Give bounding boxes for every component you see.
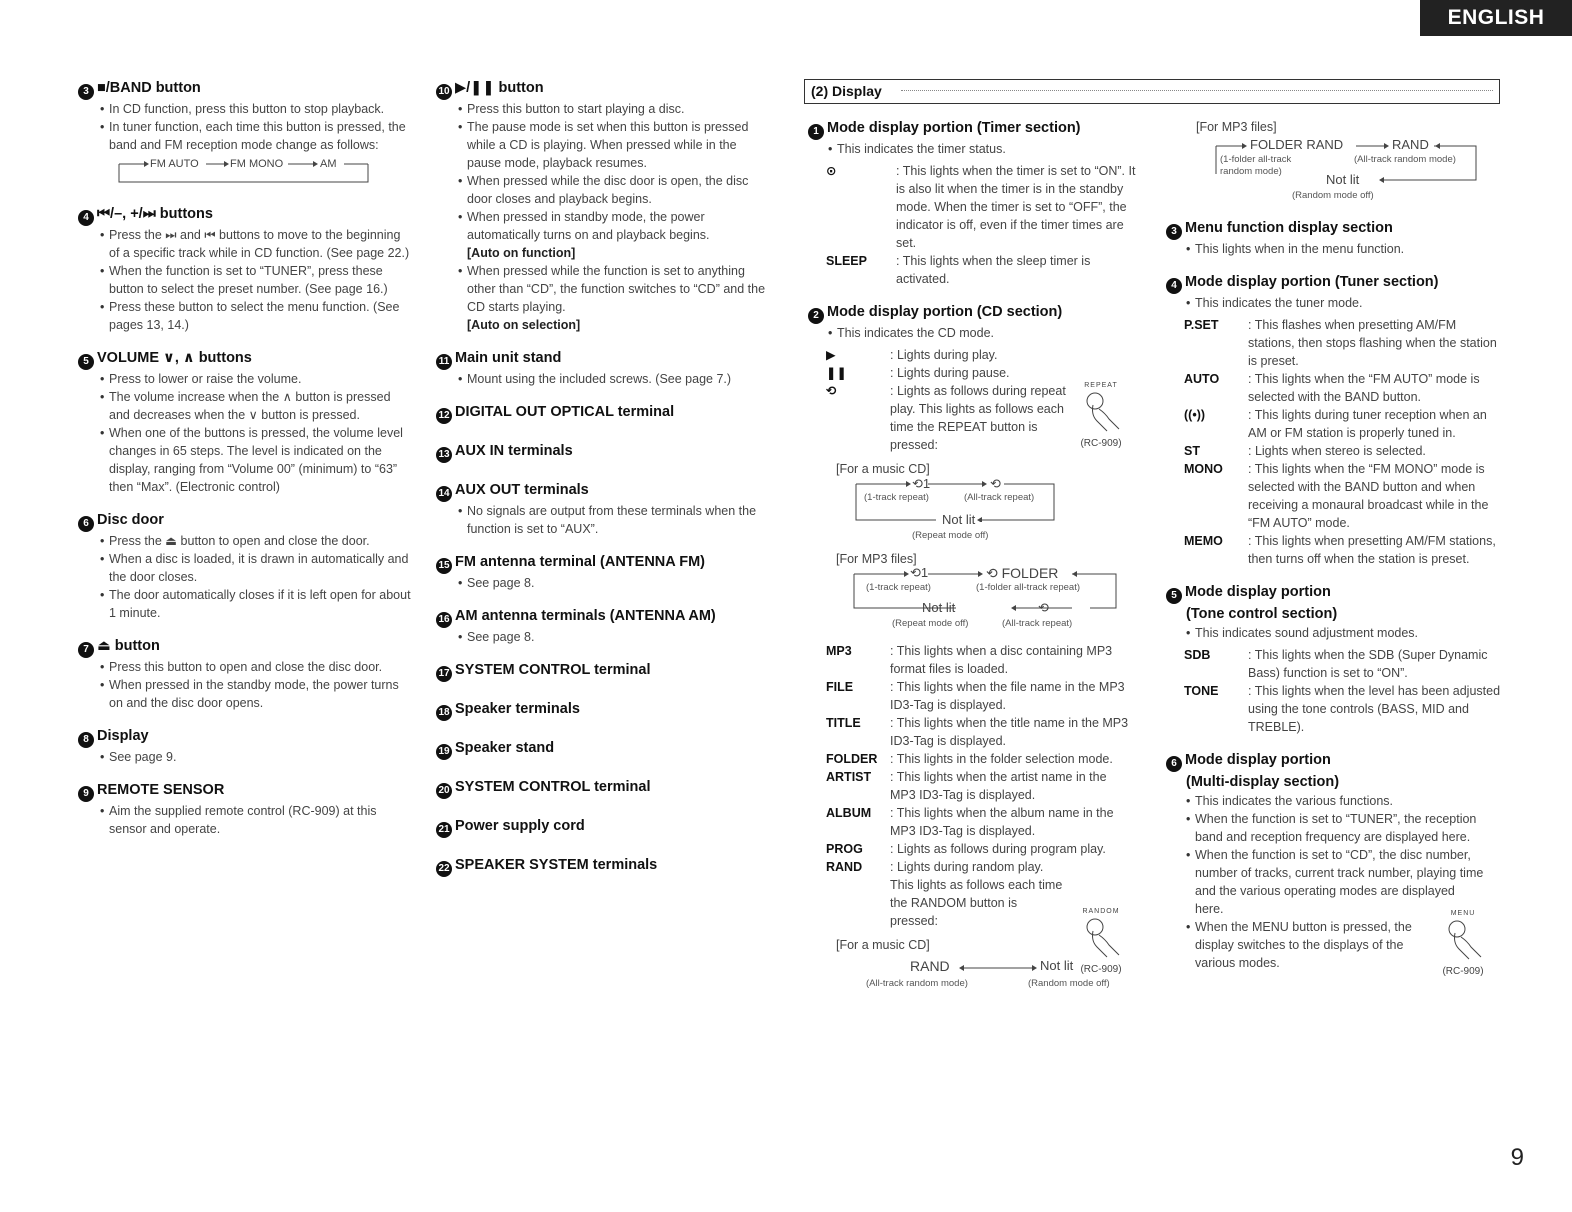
tone-indicator-list: [1184, 646, 1506, 736]
number-badge: 22: [436, 861, 452, 877]
section-heading: [436, 78, 774, 100]
indicator-desc: : Lights when stereo is selected.: [1248, 442, 1506, 460]
heading-text: Speaker stand: [455, 740, 555, 756]
mp3-repeat-one-caption: (1-track repeat): [866, 582, 931, 593]
remote-model: (RC-909): [1442, 966, 1484, 977]
mp3-indicator-list: [826, 642, 1143, 930]
section-timer: [808, 118, 1143, 288]
heading-text: AM antenna terminals (ANTENNA AM): [455, 608, 716, 624]
bullet: • When pressed in the standby mode, the power turns on and the disc door opens.: [100, 676, 413, 712]
indicator-key: TITLE: [826, 716, 861, 730]
section-heading: [436, 699, 774, 721]
section-aux-out: [436, 480, 774, 538]
section-power-cord: [436, 816, 774, 838]
number-badge: 2: [808, 308, 824, 324]
hand-pressing-icon: [1079, 915, 1123, 961]
indicator-desc: : This lights when the file name in the MP3 ID3-Tag is displayed.: [890, 678, 1135, 714]
number-badge: 12: [436, 408, 452, 424]
heading-text: ■/BAND button: [97, 80, 201, 96]
bullet: • When pressed in standby mode, the power automatically turns on and playback begins.: [458, 208, 774, 244]
number-badge: 19: [436, 744, 452, 760]
indicator-key: TONE: [1184, 684, 1219, 698]
indicator-desc: : This lights when the SDB (Super Dynamic Bass) function is set to “ON”.: [1248, 646, 1506, 682]
hand-pressing-icon: [1079, 389, 1123, 435]
bullet: • When the function is set to “TUNER”, the reception band and reception frequency are displayed here.: [1186, 810, 1486, 846]
section-heading: [436, 480, 774, 502]
timer-indicator-list: [826, 162, 1143, 288]
section-heading: [436, 552, 774, 574]
indicator-desc: : This lights when the title name in the MP3 ID3-Tag is displayed.: [890, 714, 1135, 750]
number-badge: 10: [436, 84, 452, 100]
section-band-button: [78, 78, 413, 190]
number-badge: 7: [78, 642, 94, 658]
section-heading: [436, 402, 774, 424]
section-heading: [78, 204, 413, 226]
indicator-key: ALBUM: [826, 806, 872, 820]
section-heading: [436, 855, 774, 877]
folder-rand: FOLDER RAND: [1250, 137, 1344, 152]
indicator-key: RAND: [826, 860, 863, 874]
bullet: • This indicates the tuner mode.: [1186, 294, 1506, 312]
section-disc-door: [78, 510, 413, 622]
section-multi-display: [1166, 750, 1506, 977]
indicator-key: FOLDER: [826, 752, 878, 766]
mp3-random-diagram: [1214, 137, 1484, 212]
section-heading: [78, 510, 413, 532]
caption-mp3-files-random: [For MP3 files]: [1196, 120, 1277, 134]
repeat-all: ⟲: [990, 476, 1001, 491]
indicator-desc: : This lights during tuner reception when an AM or FM station is properly tuned in.: [1248, 406, 1506, 442]
rand-arrow: [958, 962, 1038, 974]
heading-text: REMOTE SENSOR: [97, 782, 225, 798]
bullet: • In CD function, press this button to stop playback.: [100, 100, 413, 118]
rand-caption: (All-track random mode): [866, 978, 968, 989]
flow-fm-auto: FM AUTO: [150, 158, 199, 170]
mp3-repeat-off-caption: (Repeat mode off): [892, 618, 969, 629]
indicator-desc: : This lights in the folder selection mode.: [890, 750, 1135, 768]
bullet: • See page 9.: [100, 748, 413, 766]
indicator-desc: : This lights when the level has been adjusted using the tone controls (BASS, MID and TREBLE).: [1248, 682, 1506, 736]
rand-diagram: [866, 958, 1146, 998]
indicator-desc: : This lights when a disc containing MP3 format files is loaded.: [890, 642, 1135, 678]
indicator-desc: : This lights when the timer is set to “ON”. It is also lit when the timer is in the standby mode. When the timer is set to “OFF”, the indicator is off, even if the timer times are set.: [896, 162, 1143, 252]
bullet: • When the function is set to “TUNER”, press these button to select the preset number. (See page 16.): [100, 262, 413, 298]
bullet: • This lights when in the menu function.: [1186, 240, 1506, 258]
language-tab: ENGLISH: [1420, 0, 1572, 36]
number-badge: 11: [436, 354, 452, 370]
section-tuner: [1166, 272, 1506, 568]
number-badge: 15: [436, 558, 452, 574]
number-badge: 3: [78, 84, 94, 100]
number-badge: 4: [78, 210, 94, 226]
heading-text: ▶/❚❚ button: [455, 80, 544, 96]
dotted-rule: [901, 90, 1493, 91]
section-system-control-1: [436, 660, 774, 682]
number-badge: 16: [436, 612, 452, 628]
indicator-key: ARTIST: [826, 770, 872, 784]
bullet: • This indicates the various functions.: [1186, 792, 1486, 810]
section-remote-sensor: [78, 780, 413, 838]
number-badge: 20: [436, 783, 452, 799]
column-2: [436, 78, 774, 891]
number-badge: 5: [1166, 588, 1182, 604]
number-badge: 21: [436, 822, 452, 838]
section-heading: [1166, 272, 1506, 294]
heading-text: Menu function display section: [1185, 220, 1393, 236]
number-badge: 1: [808, 124, 824, 140]
bullet: • When one of the buttons is pressed, the volume level changes in 65 steps. The level is indicated on the display, ranging from “Volume 00” (minimum) to “63” then “Max”. (Electronic control): [100, 424, 413, 496]
section-heading: [436, 348, 774, 370]
bullet: • This indicates the CD mode.: [828, 324, 1143, 342]
section-display: [78, 726, 413, 766]
indicator-key: ❚❚: [826, 366, 847, 380]
all-rand: RAND: [1392, 137, 1429, 152]
heading-text: AUX OUT terminals: [455, 482, 589, 498]
bullet: • In tuner function, each time this button is pressed, the band and FM reception mode change as follows:: [100, 118, 413, 154]
bullet: • Press to lower or raise the volume.: [100, 370, 413, 388]
heading-text: SPEAKER SYSTEM terminals: [455, 857, 658, 873]
section-fm-antenna: [436, 552, 774, 592]
subheading-auto-on-function: [Auto on function]: [467, 246, 576, 260]
number-badge: 9: [78, 786, 94, 802]
heading-text: Mode display portion (CD section): [827, 304, 1063, 320]
subheading-auto-on-selection: [Auto on selection]: [467, 318, 581, 332]
mp3-repeat-all: ⟲: [1038, 600, 1049, 615]
section-heading: [78, 348, 413, 370]
number-badge: 14: [436, 486, 452, 502]
indicator-desc: : This lights when the album name in the MP3 ID3-Tag is displayed.: [890, 804, 1135, 840]
page-number: 9: [1510, 1144, 1524, 1171]
indicator-desc: : Lights during random play. This lights as follows each time the RANDOM button is pressed:: [890, 858, 1065, 930]
repeat-off-caption: (Repeat mode off): [912, 530, 989, 541]
repeat-one: ⟲1: [912, 476, 931, 491]
indicator-desc: : This lights when the artist name in the MP3 ID3-Tag is displayed.: [890, 768, 1135, 804]
indicator-key: P.SET: [1184, 318, 1219, 332]
section-heading: [436, 738, 774, 760]
section-digital-out: [436, 402, 774, 424]
heading-text: AUX IN terminals: [455, 443, 573, 459]
number-badge: 13: [436, 447, 452, 463]
indicator-desc: : This lights when the “FM AUTO” mode is selected with the BAND button.: [1248, 370, 1506, 406]
section-speaker-stand: [436, 738, 774, 760]
section-am-antenna: [436, 606, 774, 646]
indicator-key: ▶: [826, 348, 836, 362]
indicator-desc: : This lights when the “FM MONO” mode is selected with the BAND button and when receiving a monaural broadcast while in the “FM AUTO” mode.: [1248, 460, 1506, 532]
indicator-desc: : Lights as follows during program play.: [890, 840, 1135, 858]
section-aux-in: [436, 441, 774, 463]
heading-text: Mode display portion: [1185, 752, 1331, 768]
folder-rand-caption: (1-folder all-track random mode): [1220, 154, 1292, 177]
section-skip-buttons: [78, 204, 413, 334]
bullet: • When pressed while the function is set to anything other than “CD”, the function switches to “CD” and the CD starts playing.: [458, 262, 774, 316]
bullet: • No signals are output from these terminals when the function is set to “AUX”.: [458, 502, 774, 538]
indicator-key: ST: [1184, 444, 1200, 458]
indicator-key: ⟲: [826, 384, 837, 398]
bullet: • Press these button to select the menu function. (See pages 13, 14.): [100, 298, 413, 334]
heading-text: DIGITAL OUT OPTICAL terminal: [455, 404, 675, 420]
section-heading: [1166, 750, 1506, 772]
number-badge: 6: [1166, 756, 1182, 772]
display-header-box: [804, 79, 1500, 104]
remote-model: (RC-909): [1080, 438, 1122, 449]
mp3-repeat-folder-caption: (1-folder all-track repeat): [976, 582, 1081, 593]
indicator-key: MEMO: [1184, 534, 1223, 548]
bullet: • The pause mode is set when this button is pressed while a CD is playing. When pressed while in the pause mode, playback resumes.: [458, 118, 774, 172]
random-not-lit: Not lit: [1326, 172, 1360, 187]
section-main-unit-stand: [436, 348, 774, 388]
caption-music-cd: [For a music CD]: [836, 462, 930, 476]
bullet: • Press the ⏭ and ⏮ buttons to move to the beginning of a specific track while in CD function. (See page 22.): [100, 226, 413, 262]
bullet: • When a disc is loaded, it is drawn in automatically and the door closes.: [100, 550, 413, 586]
section-heading: [436, 660, 774, 682]
section-heading: [808, 118, 1143, 140]
bullet: • Press the ⏏ button to open and close the door.: [100, 532, 413, 550]
band-flow-diagram: [118, 158, 413, 190]
bullet: • This indicates the timer status.: [828, 140, 1143, 158]
heading-text: Disc door: [97, 512, 164, 528]
indicator-key: MP3: [826, 644, 852, 658]
repeat-button-label: REPEAT: [1084, 382, 1118, 389]
section-heading: [436, 816, 774, 838]
number-badge: 6: [78, 516, 94, 532]
number-badge: 5: [78, 354, 94, 370]
heading-text: SYSTEM CONTROL terminal: [455, 779, 651, 795]
heading-text: Power supply cord: [455, 818, 585, 834]
heading-text: Display: [97, 728, 149, 744]
column-3: [808, 118, 1143, 1012]
heading-text: SYSTEM CONTROL terminal: [455, 662, 651, 678]
number-badge: 3: [1166, 224, 1182, 240]
section-play-pause-button: [436, 78, 774, 334]
heading-text: Mode display portion: [1185, 584, 1331, 600]
remote-model: (RC-909): [1080, 964, 1122, 975]
section-heading-line2: (Multi-display section): [1186, 774, 1340, 790]
bullet: • When the MENU button is pressed, the display switches to the displays of the various modes.: [1186, 918, 1420, 972]
section-menu-function: [1166, 218, 1506, 258]
mp3-repeat-all-caption: (All-track repeat): [1002, 618, 1073, 629]
bullet: • Aim the supplied remote control (RC-909) at this sensor and operate.: [100, 802, 413, 838]
mp3-repeat-diagram: [852, 565, 1122, 640]
rand-not-lit: Not lit: [1040, 958, 1074, 973]
section-tone: [1166, 582, 1506, 736]
indicator-key: FILE: [826, 680, 854, 694]
indicator-desc: : This lights when presetting AM/FM stations, then turns off when the station is preset.: [1248, 532, 1506, 568]
bullet: • The volume increase when the ∧ button is pressed and decreases when the ∨ button is pressed.: [100, 388, 413, 424]
indicator-key: AUTO: [1184, 372, 1220, 386]
indicator-key: SDB: [1184, 648, 1211, 662]
section-heading: [78, 636, 413, 658]
bullet: • Mount using the included screws. (See page 7.): [458, 370, 774, 388]
section-cd: [808, 302, 1143, 998]
indicator-desc: : Lights during play.: [890, 346, 1080, 364]
section-eject-button: [78, 636, 413, 712]
menu-remote-illustration: [1436, 910, 1490, 977]
number-badge: 17: [436, 666, 452, 682]
mp3-repeat-folder: ⟲ FOLDER: [986, 565, 1059, 581]
mp3-repeat-not-lit: Not lit: [922, 600, 956, 615]
bullet: • See page 8.: [458, 628, 774, 646]
repeat-remote-illustration: [1074, 382, 1128, 449]
section-heading: [1166, 218, 1506, 240]
column-4: [1166, 118, 1506, 986]
bullet: • The door automatically closes if it is left open for about 1 minute.: [100, 586, 413, 622]
indicator-key: MONO: [1184, 462, 1223, 476]
indicator-desc: : Lights as follows during repeat play. This lights as follows each time the REPEAT button is pressed:: [890, 382, 1080, 454]
number-badge: 4: [1166, 278, 1182, 294]
indicator-desc: : This lights when the sleep timer is activated.: [896, 252, 1143, 288]
bullet: • Press this button to open and close the disc door.: [100, 658, 413, 676]
flow-am: AM: [320, 158, 337, 170]
heading-text: Main unit stand: [455, 350, 562, 366]
section-heading: [78, 780, 413, 802]
bullet: • When the function is set to “CD”, the disc number, number of tracks, current track number, playing time and the various operating modes are displayed here.: [1186, 846, 1486, 918]
random-button-label: RANDOM: [1082, 908, 1120, 915]
bullet: • See page 8.: [458, 574, 774, 592]
heading-text: Mode display portion (Tuner section): [1185, 274, 1439, 290]
section-heading: [1166, 582, 1506, 604]
section-speaker-terminals: [436, 699, 774, 721]
section-heading-line2: (Tone control section): [1186, 606, 1338, 622]
section-heading: [78, 726, 413, 748]
indicator-key: ⊙: [826, 164, 837, 178]
indicator-desc: : Lights during pause.: [890, 364, 1080, 382]
indicator-key: SLEEP: [826, 254, 867, 268]
heading-text: ⏏ button: [97, 638, 160, 654]
mp3-repeat-one: ⟲1: [910, 565, 929, 580]
section-heading: [436, 606, 774, 628]
random-off-caption: (Random mode off): [1292, 190, 1374, 201]
bullet: • When pressed while the disc door is open, the disc door closes and playback begins.: [458, 172, 774, 208]
heading-text: Speaker terminals: [455, 701, 580, 717]
display-header: (2) Display: [811, 83, 882, 99]
section-volume-buttons: [78, 348, 413, 496]
hand-pressing-icon: [1441, 917, 1485, 963]
section-heading: [436, 777, 774, 799]
repeat-all-caption: (All-track repeat): [964, 492, 1035, 503]
number-badge: 8: [78, 732, 94, 748]
rand-off-caption: (Random mode off): [1028, 978, 1110, 989]
flow-fm-mono: FM MONO: [230, 158, 284, 170]
section-heading: [808, 302, 1143, 324]
number-badge: 18: [436, 705, 452, 721]
heading-text: VOLUME ∨, ∧ buttons: [97, 350, 252, 366]
heading-text: ⏮/–, +/⏭ buttons: [97, 206, 213, 222]
caption-music-cd-2: [For a music CD]: [836, 938, 930, 952]
rand-label: RAND: [910, 958, 950, 974]
cd-repeat-diagram: [854, 478, 1064, 548]
bullet: • Press this button to start playing a disc.: [458, 100, 774, 118]
heading-text: Mode display portion (Timer section): [827, 120, 1081, 136]
section-system-control-2: [436, 777, 774, 799]
bullet: • This indicates sound adjustment modes.: [1186, 624, 1506, 642]
section-heading: [436, 441, 774, 463]
repeat-one-caption: (1-track repeat): [864, 492, 929, 503]
section-heading: [78, 78, 413, 100]
tuner-indicator-list: [1184, 316, 1506, 568]
indicator-desc: : This flashes when presetting AM/FM stations, then stops flashing when the station is preset.: [1248, 316, 1506, 370]
repeat-not-lit: Not lit: [942, 512, 976, 527]
all-rand-caption: (All-track random mode): [1354, 154, 1456, 165]
caption-mp3-files: [For MP3 files]: [836, 552, 917, 566]
column-1: [78, 78, 413, 852]
menu-button-label: MENU: [1450, 910, 1476, 917]
section-speaker-system: [436, 855, 774, 877]
heading-text: FM antenna terminal (ANTENNA FM): [455, 554, 705, 570]
indicator-key: PROG: [826, 842, 863, 856]
indicator-key: ((•)): [1184, 408, 1206, 422]
